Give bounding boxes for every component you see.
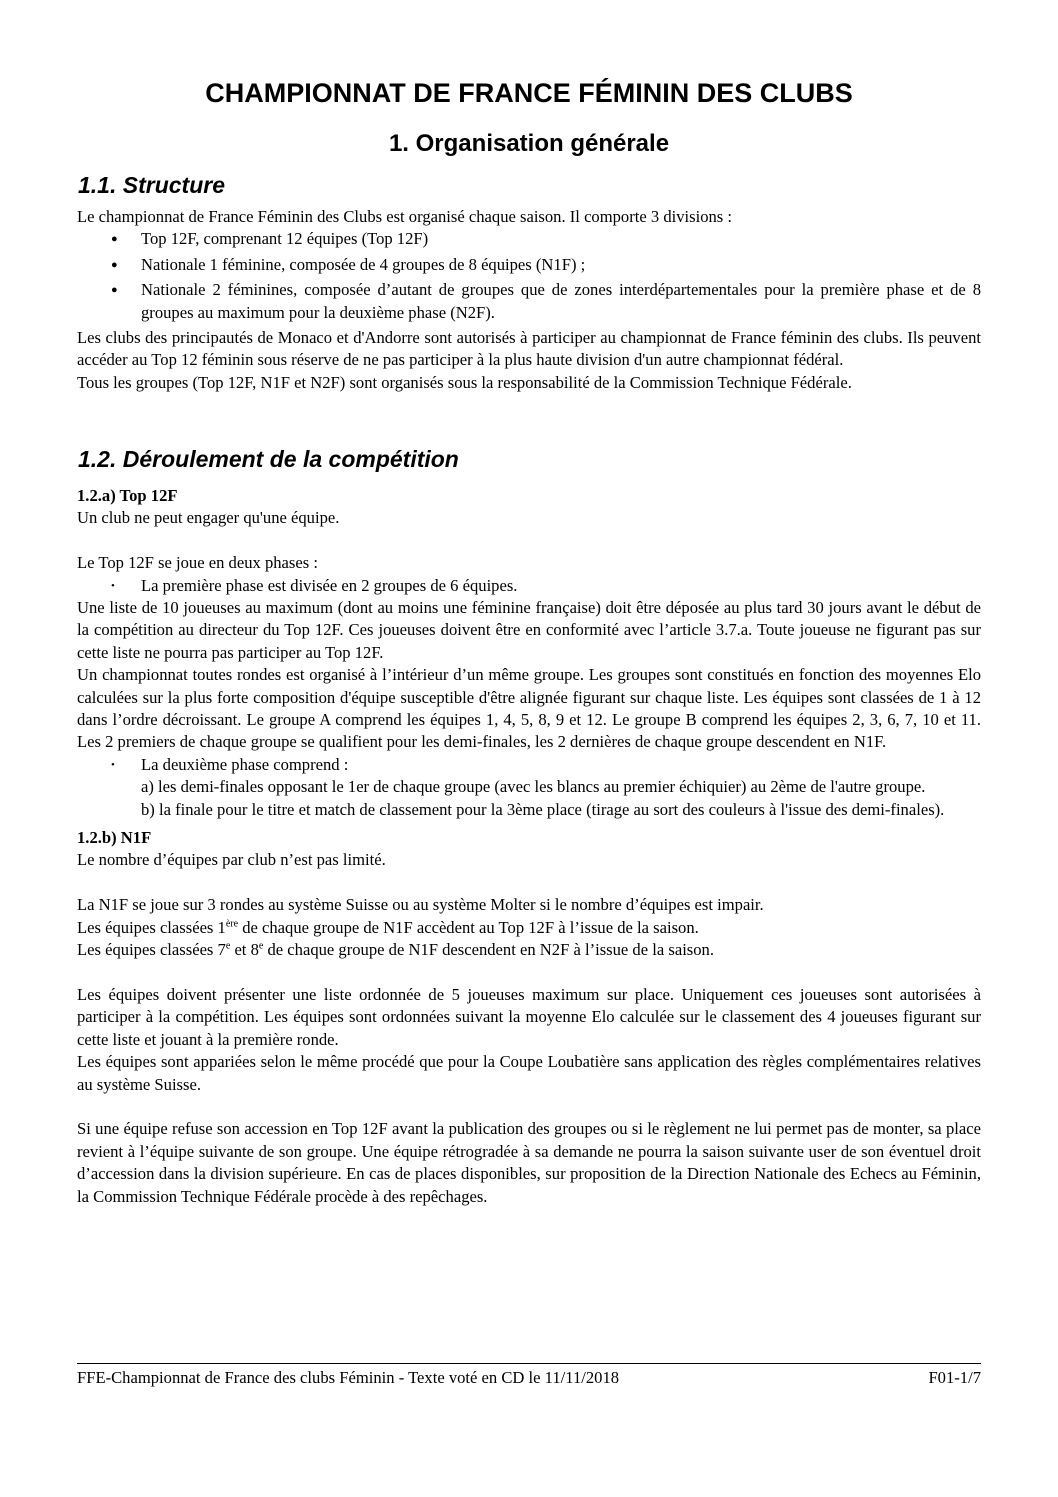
footer-text: FFE-Championnat de France des clubs Féminin - Texte voté en CD le 11/11/2018 <box>77 1368 620 1387</box>
phase-list <box>77 754 981 776</box>
paragraph: Si une équipe refuse son accession en Top 12F avant la publication des groupes ou si le règlement ne lui permet pas de monter, sa place revient à l’équipe suivante de son groupe. Une équipe rétrogradée à sa demande ne pourra la saison suivante user de son éventuel droit d’accession dans la division supérieure. En cas de places disponibles, sur proposition de la Direction Nationale des Echecs au Féminin, la Commission Technique Fédérale procède à des repêchages. <box>77 1119 981 1206</box>
subsection-heading-n1f: 1.2.b) N1F <box>77 828 152 848</box>
structure-intro: Le championnat de France Féminin des Clubs est organisé chaque saison. Il comporte 3 divisions : <box>77 207 733 226</box>
paragraph: Les équipes classées 1ère de chaque groupe de N1F accèdent au Top 12F à l’issue de la saison. <box>77 917 699 937</box>
list-item: • La deuxième phase comprend : <box>77 754 981 776</box>
paragraph: Un club ne peut engager qu'une équipe. <box>77 508 340 528</box>
section-heading-1-1: 1.1. Structure <box>78 172 225 198</box>
bullet-icon: • <box>111 758 115 771</box>
section-heading-1: 1. Organisation générale <box>388 130 670 157</box>
paragraph: Le Top 12F se joue en deux phases : <box>77 553 318 573</box>
competition-section <box>77 485 981 1208</box>
bullet-icon: ● <box>111 233 118 246</box>
subsection-heading-top12f: 1.2.a) Top 12F <box>77 486 178 505</box>
list-item: ● Nationale 1 féminine, composée de 4 groupes de 8 équipes (N1F) ; <box>77 254 981 276</box>
list-item: ● Top 12F, comprenant 12 équipes (Top 12F) <box>77 228 981 250</box>
paragraph: Une liste de 10 joueuses au maximum (dont au moins une féminine française) doit être déposée au plus tard 30 jours avant le début de la compétition au directeur du Top 12F. Ces joueuses doivent être en conformité avec l’article 3.7.a. Toute joueuse ne figurant pas sur cette liste ne pourra pas participer au Top 12F. <box>77 598 981 662</box>
footer-divider <box>77 1363 981 1364</box>
list-item: ● Nationale 2 féminines, composée d’autant de groupes que de zones interdépartementales pour la première phase et de 8 groupes au maximum pour la deuxième phase (N2F). <box>111 280 981 322</box>
paragraph: La N1F se joue sur 3 rondes au système Suisse ou au système Molter si le nombre d’équipes est impair. <box>77 895 764 915</box>
paragraph: Les équipes sont appariées selon le même procédé que pour la Coupe Loubatière sans application des règles complémentaires relatives au système Suisse. <box>77 1052 981 1094</box>
bullet-icon: ● <box>111 284 118 297</box>
document-title: CHAMPIONNAT DE FRANCE FÉMININ DES CLUBS <box>205 78 853 108</box>
paragraph: a) les demi-finales opposant le 1er de chaque groupe (avec les blancs au premier échiquier) au 2ème de l'autre groupe. <box>141 777 926 797</box>
bullet-icon: • <box>111 579 115 592</box>
paragraph: Les clubs des principautés de Monaco et d'Andorre sont autorisés à participer au championnat de France féminin des clubs. Ils peuvent accéder au Top 12 féminin sous réserve de ne pas participer à la plus haute division d'un autre championnat fédéral. <box>77 328 981 370</box>
paragraph: Un championnat toutes rondes est organisé à l’intérieur d’un même groupe. Les groupes sont constitués en fonction des moyennes Elo calculées sur la plus forte composition d'équipe susceptible d'être alignée figurant sur chaque liste. Les équipes sont classées de 1 à 12 dans l’ordre décroissant. Le groupe A comprend les équipes 1, 4, 5, 8, 9 et 12. Le groupe B comprend les équipes 2, 3, 6, 7, 10 et 11. Les 2 premiers de chaque groupe se qualifient pour les demi-finales, les 2 dernières de chaque groupe descendent en N1F. <box>77 665 981 752</box>
page-number: F01-1/7 <box>928 1368 981 1387</box>
divisions-list <box>77 228 981 324</box>
bullet-icon: ● <box>111 258 118 271</box>
list-item: • La première phase est divisée en 2 groupes de 6 équipes. <box>77 575 981 597</box>
paragraph: Tous les groupes (Top 12F, N1F et N2F) sont organisés sous la responsabilité de la Commission Technique Fédérale. <box>77 372 852 392</box>
structure-section <box>77 206 981 394</box>
section-heading-1-2: 1.2. Déroulement de la compétition <box>78 446 459 472</box>
paragraph: Les équipes doivent présenter une liste ordonnée de 5 joueuses maximum sur place. Uniquement ces joueuses sont autorisées à participer à la compétition. Les équipes sont ordonnées suivant la moyenne Elo calculée sur le classement des 4 joueuses figurant sur cette liste et jouant à la première ronde. <box>77 984 981 1049</box>
paragraph: Le nombre d’équipes par club n’est pas limité. <box>77 850 386 870</box>
phase-list <box>77 575 981 597</box>
paragraph: b) la finale pour le titre et match de classement pour la 3ème place (tirage au sort des couleurs à l'issue des demi-finales). <box>141 799 945 819</box>
paragraph: Les équipes classées 7e et 8e de chaque groupe de N1F descendent en N2F à l’issue de la saison. <box>77 940 715 960</box>
